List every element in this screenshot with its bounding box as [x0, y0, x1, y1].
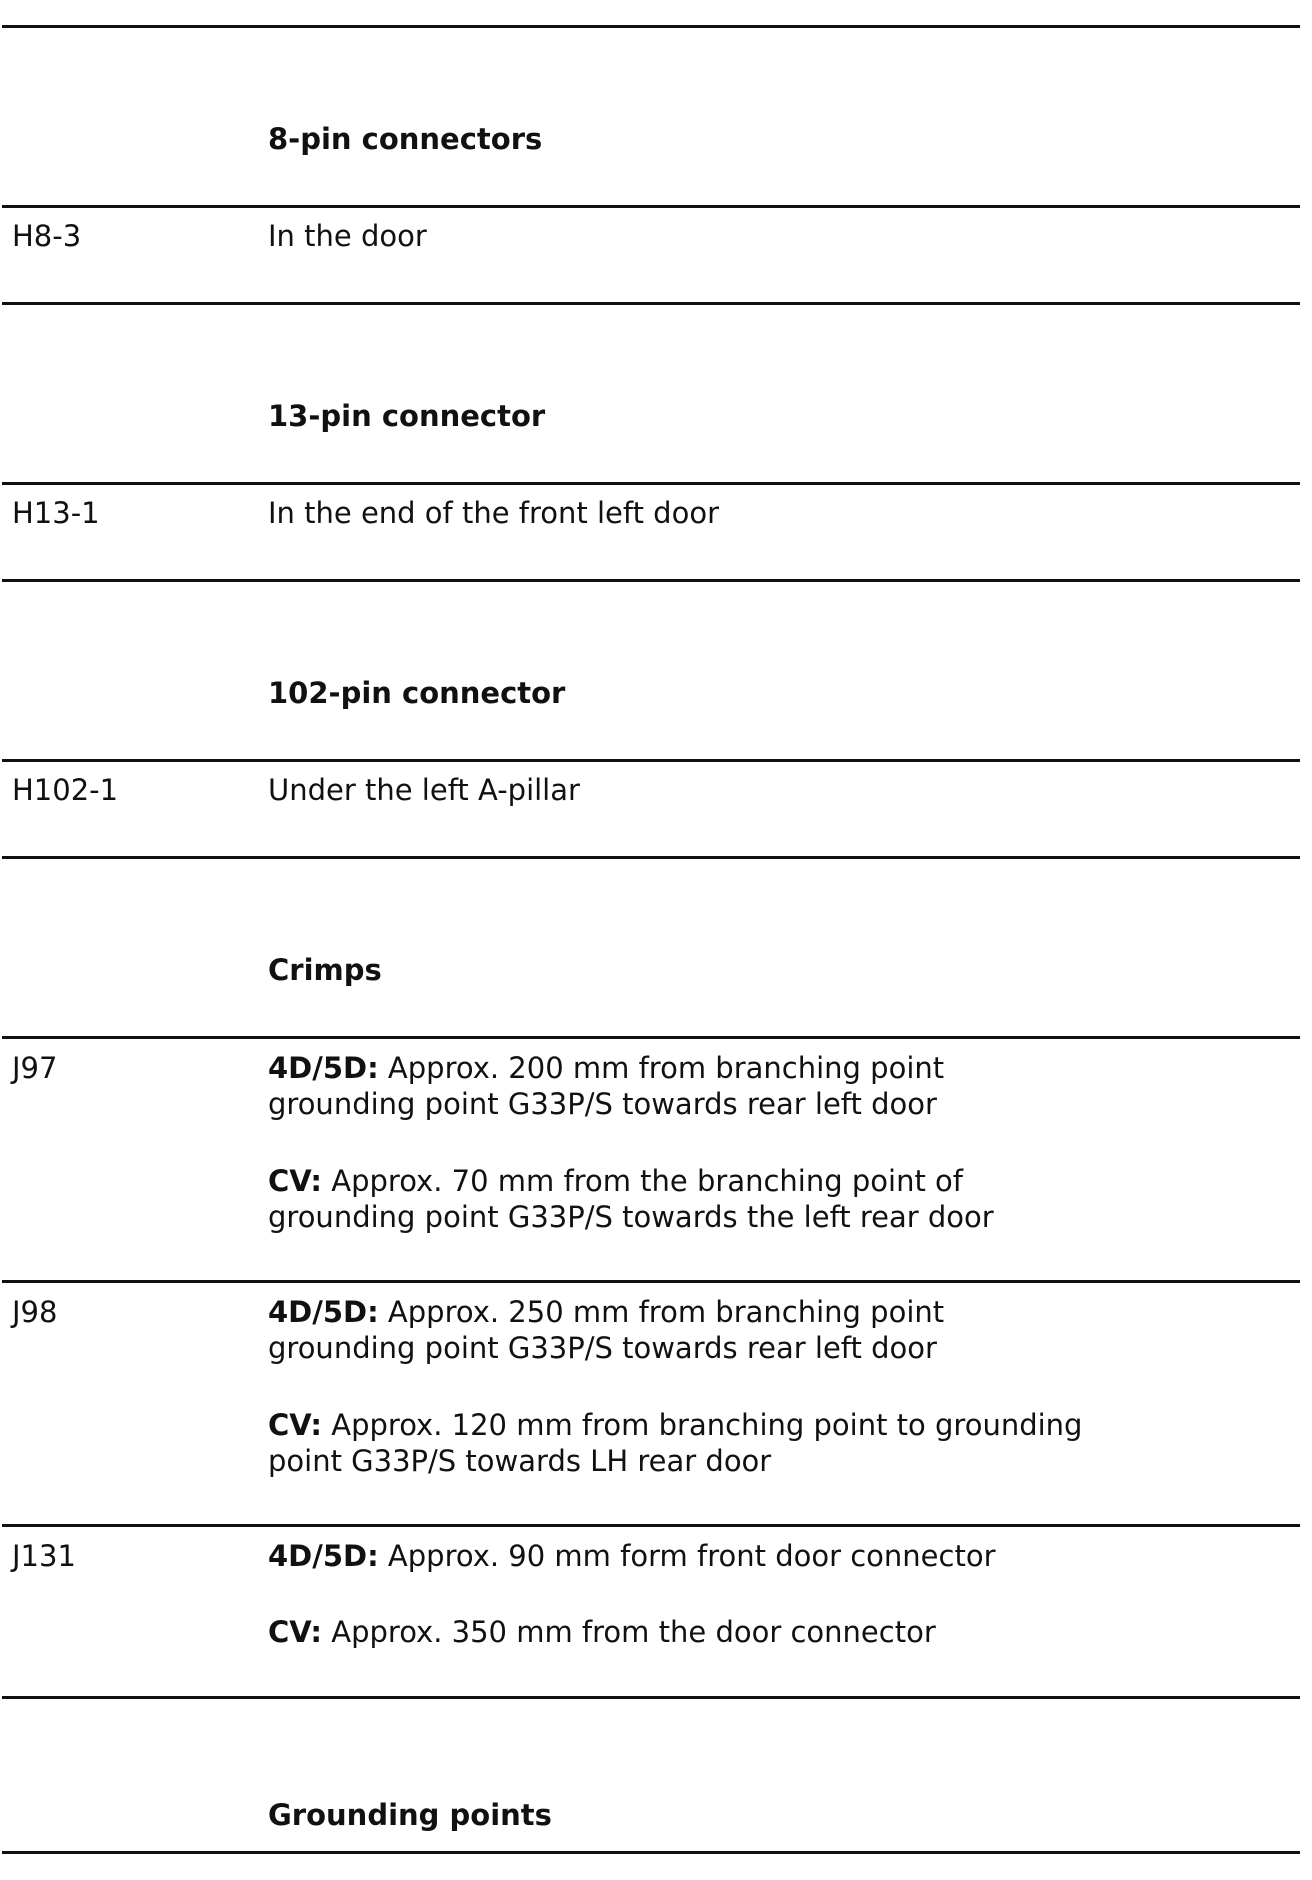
crimp-note: [268, 1407, 1082, 1479]
divider-line: [2, 759, 1300, 762]
variant-label: CV:: [268, 1615, 323, 1649]
connector-code: H102-1: [12, 773, 119, 807]
crimp-code: J131: [12, 1539, 76, 1573]
note-line: grounding point G33P/S towards the left rear door: [268, 1200, 994, 1234]
note-line: Approx. 200 mm from branching point: [378, 1051, 945, 1085]
variant-label: 4D/5D:: [268, 1051, 379, 1085]
divider-line: [2, 205, 1300, 208]
divider-line: [2, 1036, 1300, 1039]
connector-code: H8-3: [12, 219, 82, 253]
divider-line: [2, 1696, 1300, 1699]
note-line: Approx. 250 mm from branching point: [378, 1295, 945, 1329]
connector-location: Under the left A-pillar: [268, 773, 580, 807]
section-heading: Crimps: [268, 953, 382, 987]
crimp-note: [268, 1614, 936, 1650]
connector-location: In the door: [268, 219, 427, 253]
divider-line: [2, 1524, 1300, 1527]
connector-location: In the end of the front left door: [268, 496, 720, 530]
note-line: Approx. 70 mm from the branching point of: [322, 1164, 963, 1198]
note-line: Approx. 120 mm from branching point to grounding: [322, 1408, 1083, 1442]
crimp-note: [268, 1294, 944, 1366]
crimp-code: J97: [12, 1051, 58, 1085]
crimp-note: [268, 1050, 944, 1122]
divider-line: [2, 1280, 1300, 1283]
variant-label: 4D/5D:: [268, 1295, 379, 1329]
section-heading: 13-pin connector: [268, 399, 546, 433]
divider-line: [2, 25, 1300, 28]
section-heading: Grounding points: [268, 1798, 552, 1832]
crimp-note: [268, 1163, 994, 1235]
divider-line: [2, 482, 1300, 485]
crimp-note: [268, 1538, 996, 1574]
note-line: point G33P/S towards LH rear door: [268, 1444, 772, 1478]
variant-label: CV:: [268, 1164, 323, 1198]
variant-label: 4D/5D:: [268, 1539, 379, 1573]
divider-line: [2, 1851, 1300, 1854]
crimp-code: J98: [12, 1295, 58, 1329]
variant-label: CV:: [268, 1408, 323, 1442]
note-line: Approx. 90 mm form front door connector: [378, 1539, 996, 1573]
note-line: grounding point G33P/S towards rear left door: [268, 1331, 937, 1365]
divider-line: [2, 579, 1300, 582]
divider-line: [2, 302, 1300, 305]
connector-code: H13-1: [12, 496, 100, 530]
note-line: grounding point G33P/S towards rear left door: [268, 1087, 937, 1121]
note-line: Approx. 350 mm from the door connector: [322, 1615, 936, 1649]
section-heading: 102-pin connector: [268, 676, 566, 710]
divider-line: [2, 856, 1300, 859]
section-heading: 8-pin connectors: [268, 122, 543, 156]
